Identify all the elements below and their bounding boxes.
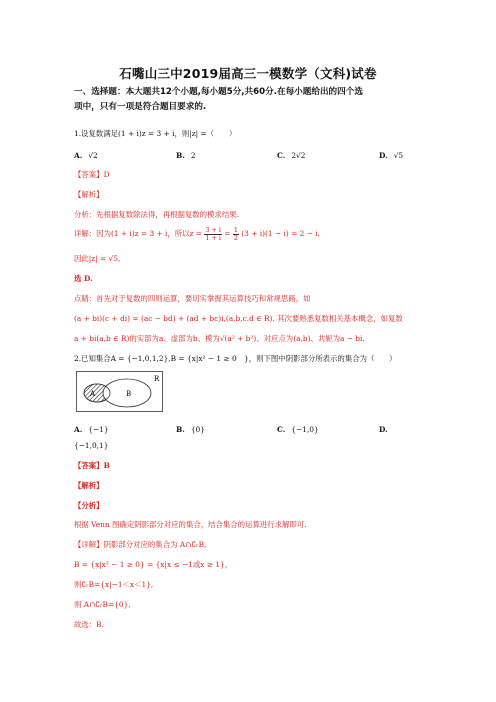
q2-fenxi-label: 【分析】 (74, 501, 104, 510)
q1-option-c (277, 151, 305, 160)
q2-option-a (74, 425, 109, 434)
q1-option-a-key: A. (74, 151, 83, 160)
q1-analysis: 分析：先根据复数除法得，再根据复数的模求结果. (74, 210, 239, 219)
q1-option-a (74, 151, 98, 160)
q2-detail: 【详解】阴影部分对应的集合为 A∩∁ᵣB, (74, 540, 207, 549)
q1-fraction-1-den: 1 + i (205, 233, 221, 242)
q1-comment-line2: (a + bi)(c + di) = (ac − bd) + (ad + bc)i,(a,b,c.d ∈ R). 其次要熟悉复数相关基本概念，如复数 (74, 314, 403, 323)
q1-fraction-2 (233, 227, 239, 241)
q2-option-b (176, 425, 205, 434)
q1-therefore: 因此|z| = √5, (74, 254, 121, 263)
q1-detail-suffix: (3 + i)(1 − i) = 2 − i, (241, 229, 320, 239)
q2-option-a-key: A. (74, 425, 83, 434)
q1-option-b-key: B. (176, 151, 185, 160)
venn-diagram (76, 371, 163, 412)
q1-option-b (176, 151, 196, 160)
q2-option-b-text: {0} (190, 425, 205, 434)
q1-detail (74, 227, 320, 241)
q1-option-c-key: C. (277, 151, 286, 160)
q2-stem: 2.已知集合A = {−1,0,1,2},B = {x|x² − 1 ≥ 0 }，则下图中阴影部分所表示的集合为（ ） (74, 354, 397, 363)
q2-option-d (379, 425, 394, 434)
q2-complement: 则∁ᵣB={x|−1＜x＜1}, (74, 580, 154, 589)
q1-comment-line1: 点睛：首先对于复数的四则运算，要切实掌握其运算技巧和常规思路，如 (74, 294, 311, 303)
q1-option-b-text: 2 (190, 151, 196, 160)
q1-stem: 1.设复数满足(1 + i)z = 3 + i，则|z| =（ ） (74, 129, 237, 138)
document-title: 石嘴山三中2019届高三一模数学（文科)试卷 (119, 66, 377, 81)
section-heading-line1: 一、选择题：本大题共12个小题,每小题5分,共60分.在每小题给出的四个选 (74, 87, 363, 97)
q1-option-d-key: D. (379, 151, 388, 160)
q1-option-c-text: 2√2 (291, 151, 306, 160)
q2-answer: 【答案】B (74, 461, 110, 470)
q1-fraction-1-num: 3 + i (205, 226, 221, 234)
q1-fraction-1 (204, 227, 222, 241)
q2-option-b-key: B. (176, 425, 185, 434)
q1-detail-eq: = (224, 229, 231, 239)
q2-intersection: 则 A∩∁ᵣB={0}, (74, 600, 131, 609)
q2-result: 故选：B. (74, 620, 104, 629)
venn-label-a: A (90, 390, 96, 398)
q1-choose: 选 D. (74, 274, 93, 283)
section-heading-line2: 项中，只有一项是符合题目要求的. (74, 102, 207, 112)
q2-option-d-cont: {−1,0,1} (74, 441, 109, 450)
q2-option-c-text: {−1,0} (291, 425, 319, 434)
q2-jiexi-label: 【解析】 (74, 481, 104, 490)
q1-answer: 【答案】D (74, 170, 110, 179)
q1-option-a-text: √2 (88, 151, 98, 160)
venn-label-b: B (126, 390, 132, 398)
q1-option-d-text: √5 (393, 151, 404, 160)
q1-comment-line3: a + bi(a,b ∈ R)的实部为a、虚部为b、模为√(a² + b²)、对应点为(a,b)、共轭为a − bi. (74, 334, 365, 343)
q2-method: 根据 Venn 图确定阴影部分对应的集合，结合集合的运算进行求解即可. (74, 520, 307, 529)
q1-option-d (379, 151, 403, 160)
q2-option-c (277, 425, 319, 434)
q2-option-a-text: {−1} (88, 425, 109, 434)
q1-fraction-2-num: 1 (233, 226, 238, 234)
q1-fraction-2-den: 2 (233, 233, 238, 242)
q2-option-d-key: D. (379, 425, 388, 434)
q1-jiexi-label: 【解析】 (74, 190, 104, 199)
venn-label-r: R (154, 375, 160, 383)
q2-option-c-key: C. (277, 425, 286, 434)
q1-detail-prefix: 详解：因为(1 + i)z = 3 + i，所以z = (74, 229, 203, 239)
q2-set-b: B = {x|x² − 1 ≥ 0} = {x|x ≤ −1或x ≥ 1}， (74, 560, 233, 569)
